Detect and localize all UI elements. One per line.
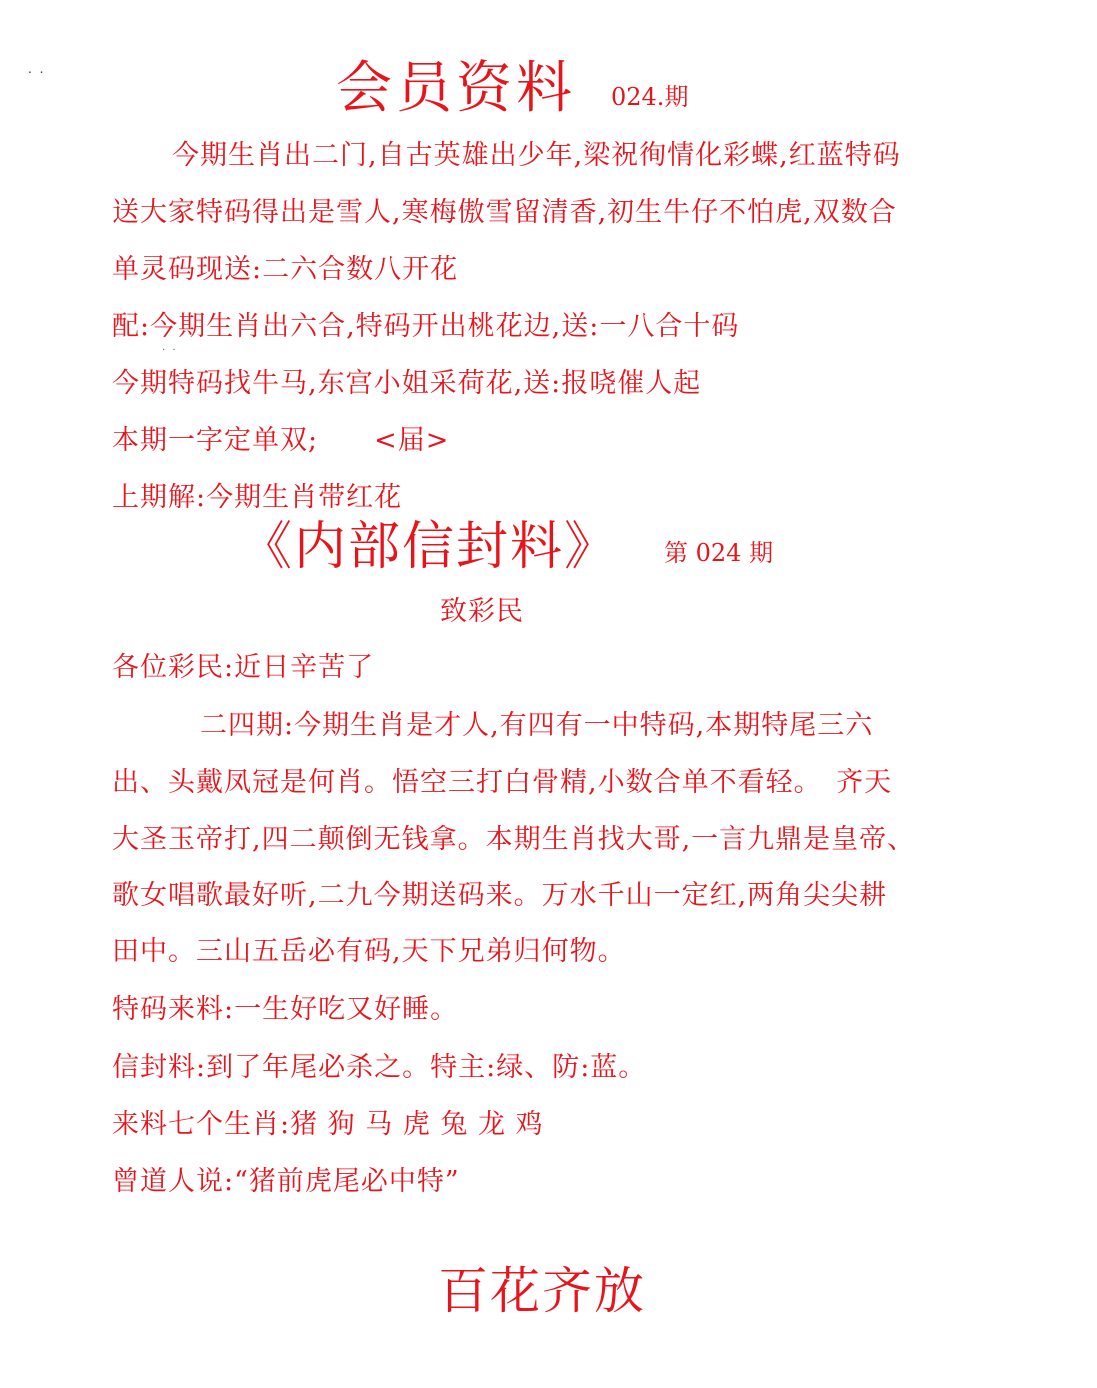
- scan-dots-mid: . .: [162, 342, 178, 353]
- member-line-2: 送大家特码得出是雪人,寒梅傲雪留清香,初生牛仔不怕虎,双数合: [112, 197, 897, 228]
- internal-envelope-subtitle: 致彩民: [440, 596, 524, 627]
- envelope-line-6: 田中。三山五岳必有码,天下兄弟归何物。: [112, 936, 626, 967]
- envelope-line-4: 大圣玉帝打,四二颠倒无钱拿。本期生肖找大哥,一言九鼎是皇帝、: [112, 824, 916, 855]
- envelope-line-9: 来料七个生肖:猪 狗 马 虎 兔 龙 鸡: [112, 1109, 544, 1140]
- envelope-line-5: 歌女唱歌最好听,二九今期送码来。万水千山一定红,两角尖尖耕: [112, 880, 888, 911]
- envelope-line-3: 出、头戴凤冠是何肖。悟空三打白骨精,小数合单不看轻。 齐天: [112, 767, 893, 798]
- member-line-7: 上期解:今期生肖带红花: [112, 482, 403, 513]
- member-line-3: 单灵码现送:二六合数八开花: [112, 254, 459, 285]
- member-line-5: 今期特码找牛马,东宫小姐采荷花,送:报哓催人起: [112, 368, 702, 399]
- envelope-line-1: 各位彩民:近日辛苦了: [112, 652, 375, 683]
- envelope-line-10: 曾道人说:“猪前虎尾必中特”: [112, 1166, 460, 1197]
- envelope-line-8: 信封料:到了年尾必杀之。特主:绿、防:蓝。: [112, 1052, 647, 1083]
- member-line-6: 本期一字定单双; <届>: [112, 425, 450, 456]
- member-info-issue: 024.期: [611, 83, 689, 111]
- internal-envelope-title: 《内部信封料》: [240, 517, 619, 577]
- envelope-line-7: 特码来料:一生好吃又好睡。: [112, 994, 459, 1025]
- internal-envelope-issue: 第 024 期: [664, 539, 774, 567]
- scan-dots-top: . .: [28, 62, 46, 76]
- member-line-4: 配:今期生肖出六合,特码开出桃花边,送:一八合十码: [112, 311, 740, 342]
- footer-title: 百花齐放: [438, 1262, 646, 1320]
- member-line-1: 今期生肖出二门,自古英雄出少年,梁祝徇情化彩蝶,红蓝特码: [172, 140, 901, 171]
- member-info-title: 会员资料: [336, 56, 576, 121]
- envelope-line-2: 二四期:今期生肖是才人,有四有一中特码,本期特尾三六: [200, 710, 874, 741]
